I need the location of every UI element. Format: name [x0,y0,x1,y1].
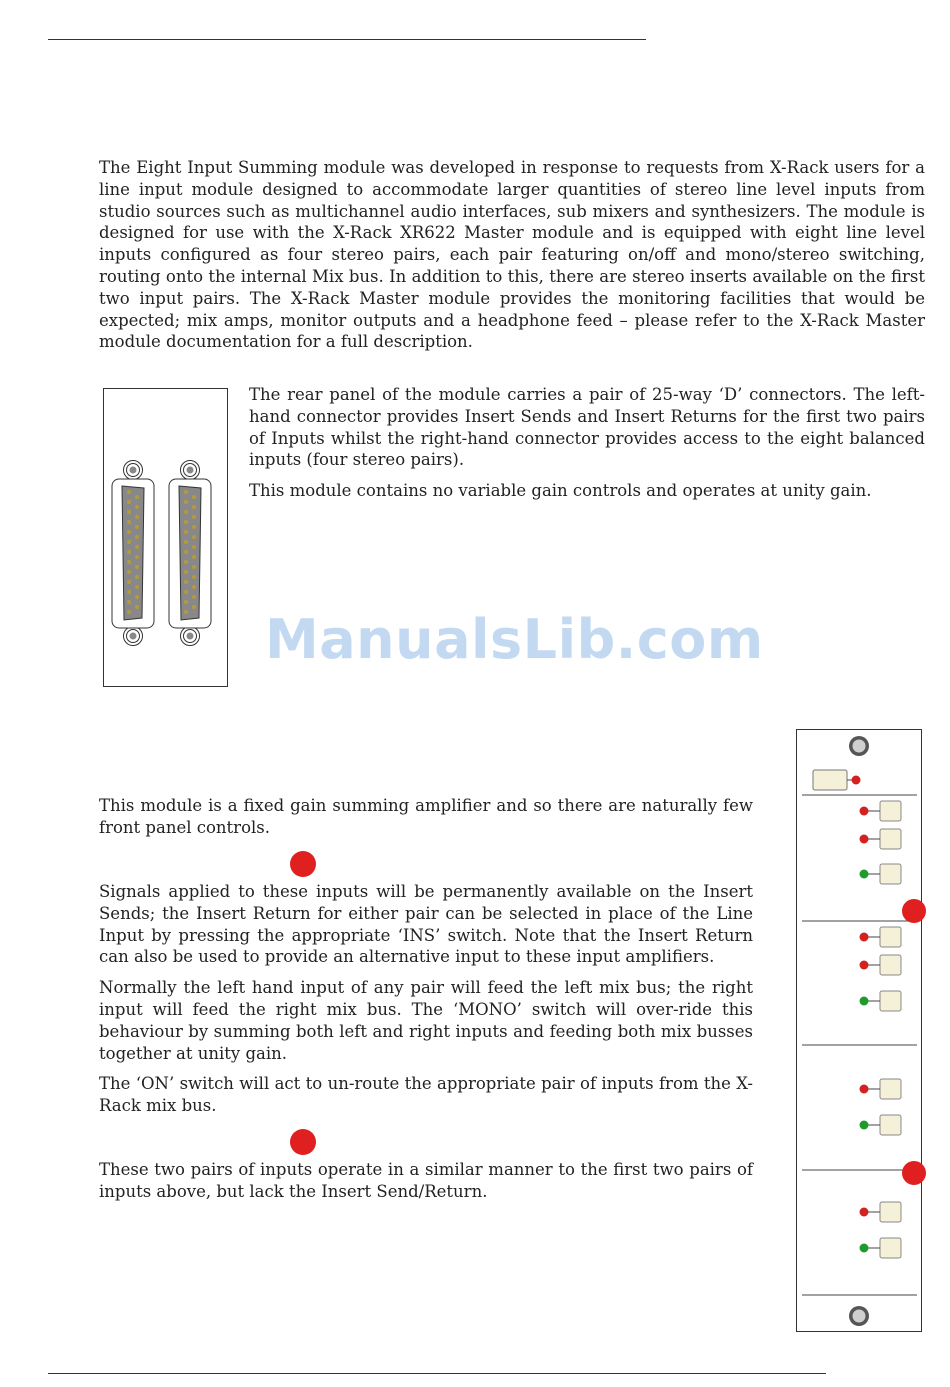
front-panel-intro: This module is a fixed gain summing amplifier and so there are naturally few front panel controls. [99,796,753,837]
inputs-1-2-paragraph-3: The ‘ON’ switch will act to un-route the appropriate pair of inputs from the X-Rack mix bus. [99,1074,753,1116]
footer-rule [48,1373,826,1374]
d-connector-icon [112,461,154,646]
inputs-1-2-paragraph-1: Signals applied to these inputs will be permanently available on the Insert Sends; the Insert Return for either pair can be selected in place of the Line Input by pressing the appropriate ‘INS’ switch. Note that the Insert Return can also be used to provide an alternative input to these input amplifiers. [99,882,753,967]
inputs-1-2-paragraph-2: Normally the left hand input of any pair will feed the left mix bus; the right input will feed the right mix bus. The ‘MONO’ switch will over-ride this behaviour by summing both left and right inputs and feeding both mix busses together at unity gain. [99,978,753,1063]
top-screw-icon [849,736,869,756]
intro-paragraph: The Eight Input Summing module was developed in response to requests from X-Rack users for a line input module designed to accommodate larger quantities of stereo line level inputs from studio sources such as multichannel audio interfaces, sub mixers and synthesizers. The module is designed for use with the X-Rack XR622 Master module and is equipped with eight line level inputs configured as four stereo pairs, each pair featuring on/off and mono/stereo switching, routing onto the internal Mix bus. In addition to this, there are stereo inserts available on the first two input pairs. The X-Rack Master module provides the monitoring facilities that would be expected; mix amps, monitor outputs and a headphone feed – please refer to the X-Rack Master module documentation for a full description. [99,158,925,352]
panel-marker-1 [902,899,926,923]
rear-panel-paragraph-1: The rear panel of the module carries a pair of 25-way ‘D’ connectors. The left-hand connector provides Insert Sends and Insert Returns for the first two pairs of Inputs whilst the right-hand connector provides access to the eight balanced inputs (four stereo pairs). [249,385,925,470]
rear-panel-paragraph-2: This module contains no variable gain controls and operates at unity gain. [249,481,872,501]
section-marker-1 [290,851,316,877]
rear-panel-illustration [103,388,229,688]
power-led [852,776,861,785]
header-rule [48,39,646,40]
inputs-3-4-paragraph: These two pairs of inputs operate in a similar manner to the first two pairs of inputs above, but lack the Insert Send/Return. [99,1160,753,1201]
section-marker-2 [290,1129,316,1155]
power-button [813,770,847,790]
bottom-screw-icon [849,1306,869,1326]
d-connector-icon [169,461,211,646]
watermark: ManualsLib.com [265,608,764,671]
front-panel-illustration [796,729,926,1333]
panel-marker-2 [902,1161,926,1185]
